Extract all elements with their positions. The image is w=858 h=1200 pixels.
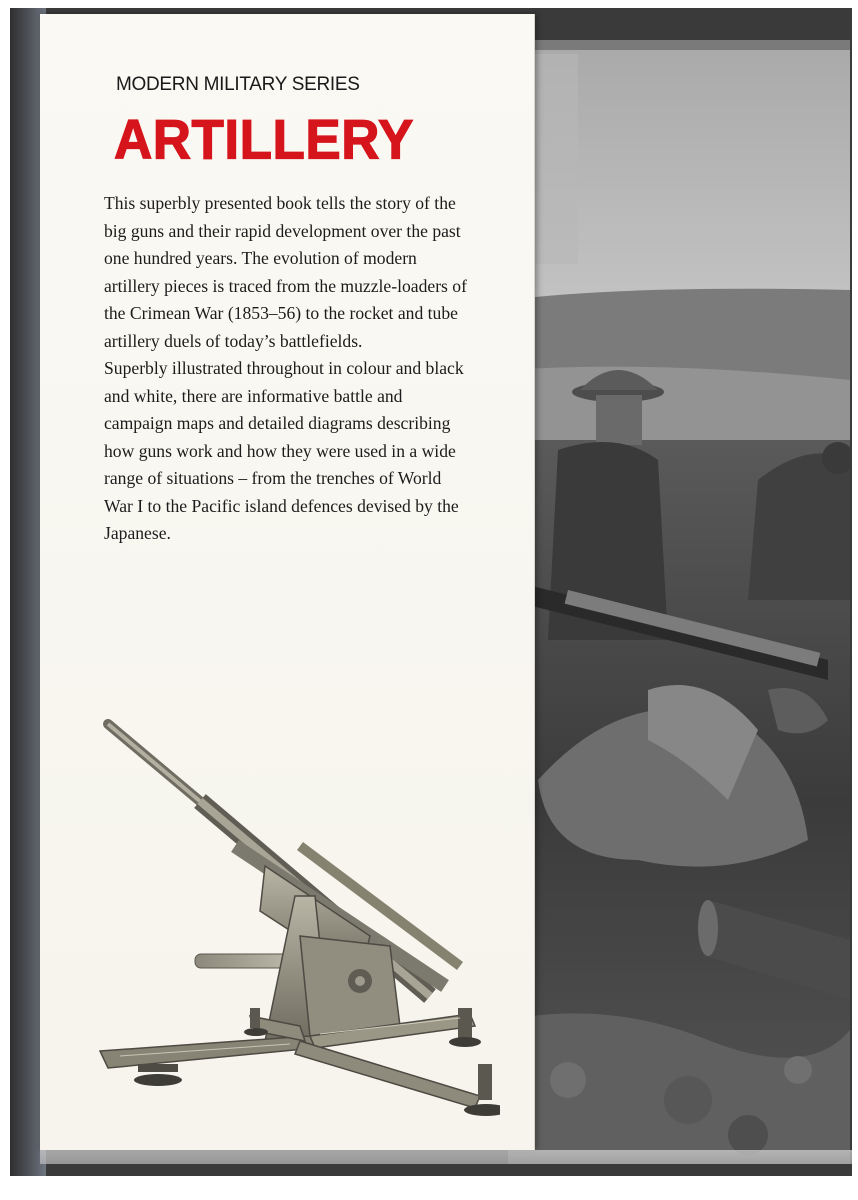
book-title: ARTILLERY: [114, 109, 414, 171]
soldiers-photo-image: [508, 40, 850, 1164]
front-flap: [40, 14, 535, 1150]
plastic-cover-edge: [40, 1150, 852, 1164]
anti-aircraft-gun-illustration: [60, 696, 500, 1116]
blurb: [104, 190, 474, 548]
blurb-paragraph-1: This superbly presented book tells the story of the big guns and their rapid development over the past one hundred years. The evolution of modern artillery pieces is traced from the muzzle-loaders of the Crimean War (1853–56) to the rocket and tube artillery duels of today’s battlefields.: [104, 193, 467, 351]
blurb-paragraph-2: Superbly illustrated throughout in colour and black and white, there are informative battle and campaign maps and detailed diagrams describing how guns work and how they were used in a wide range of situations – from the trenches of World War I to the Pacific island defences devised by the Japanese.: [104, 358, 464, 543]
cover-photograph: [508, 40, 850, 1164]
series-title: MODERN MILITARY SERIES: [116, 74, 360, 95]
